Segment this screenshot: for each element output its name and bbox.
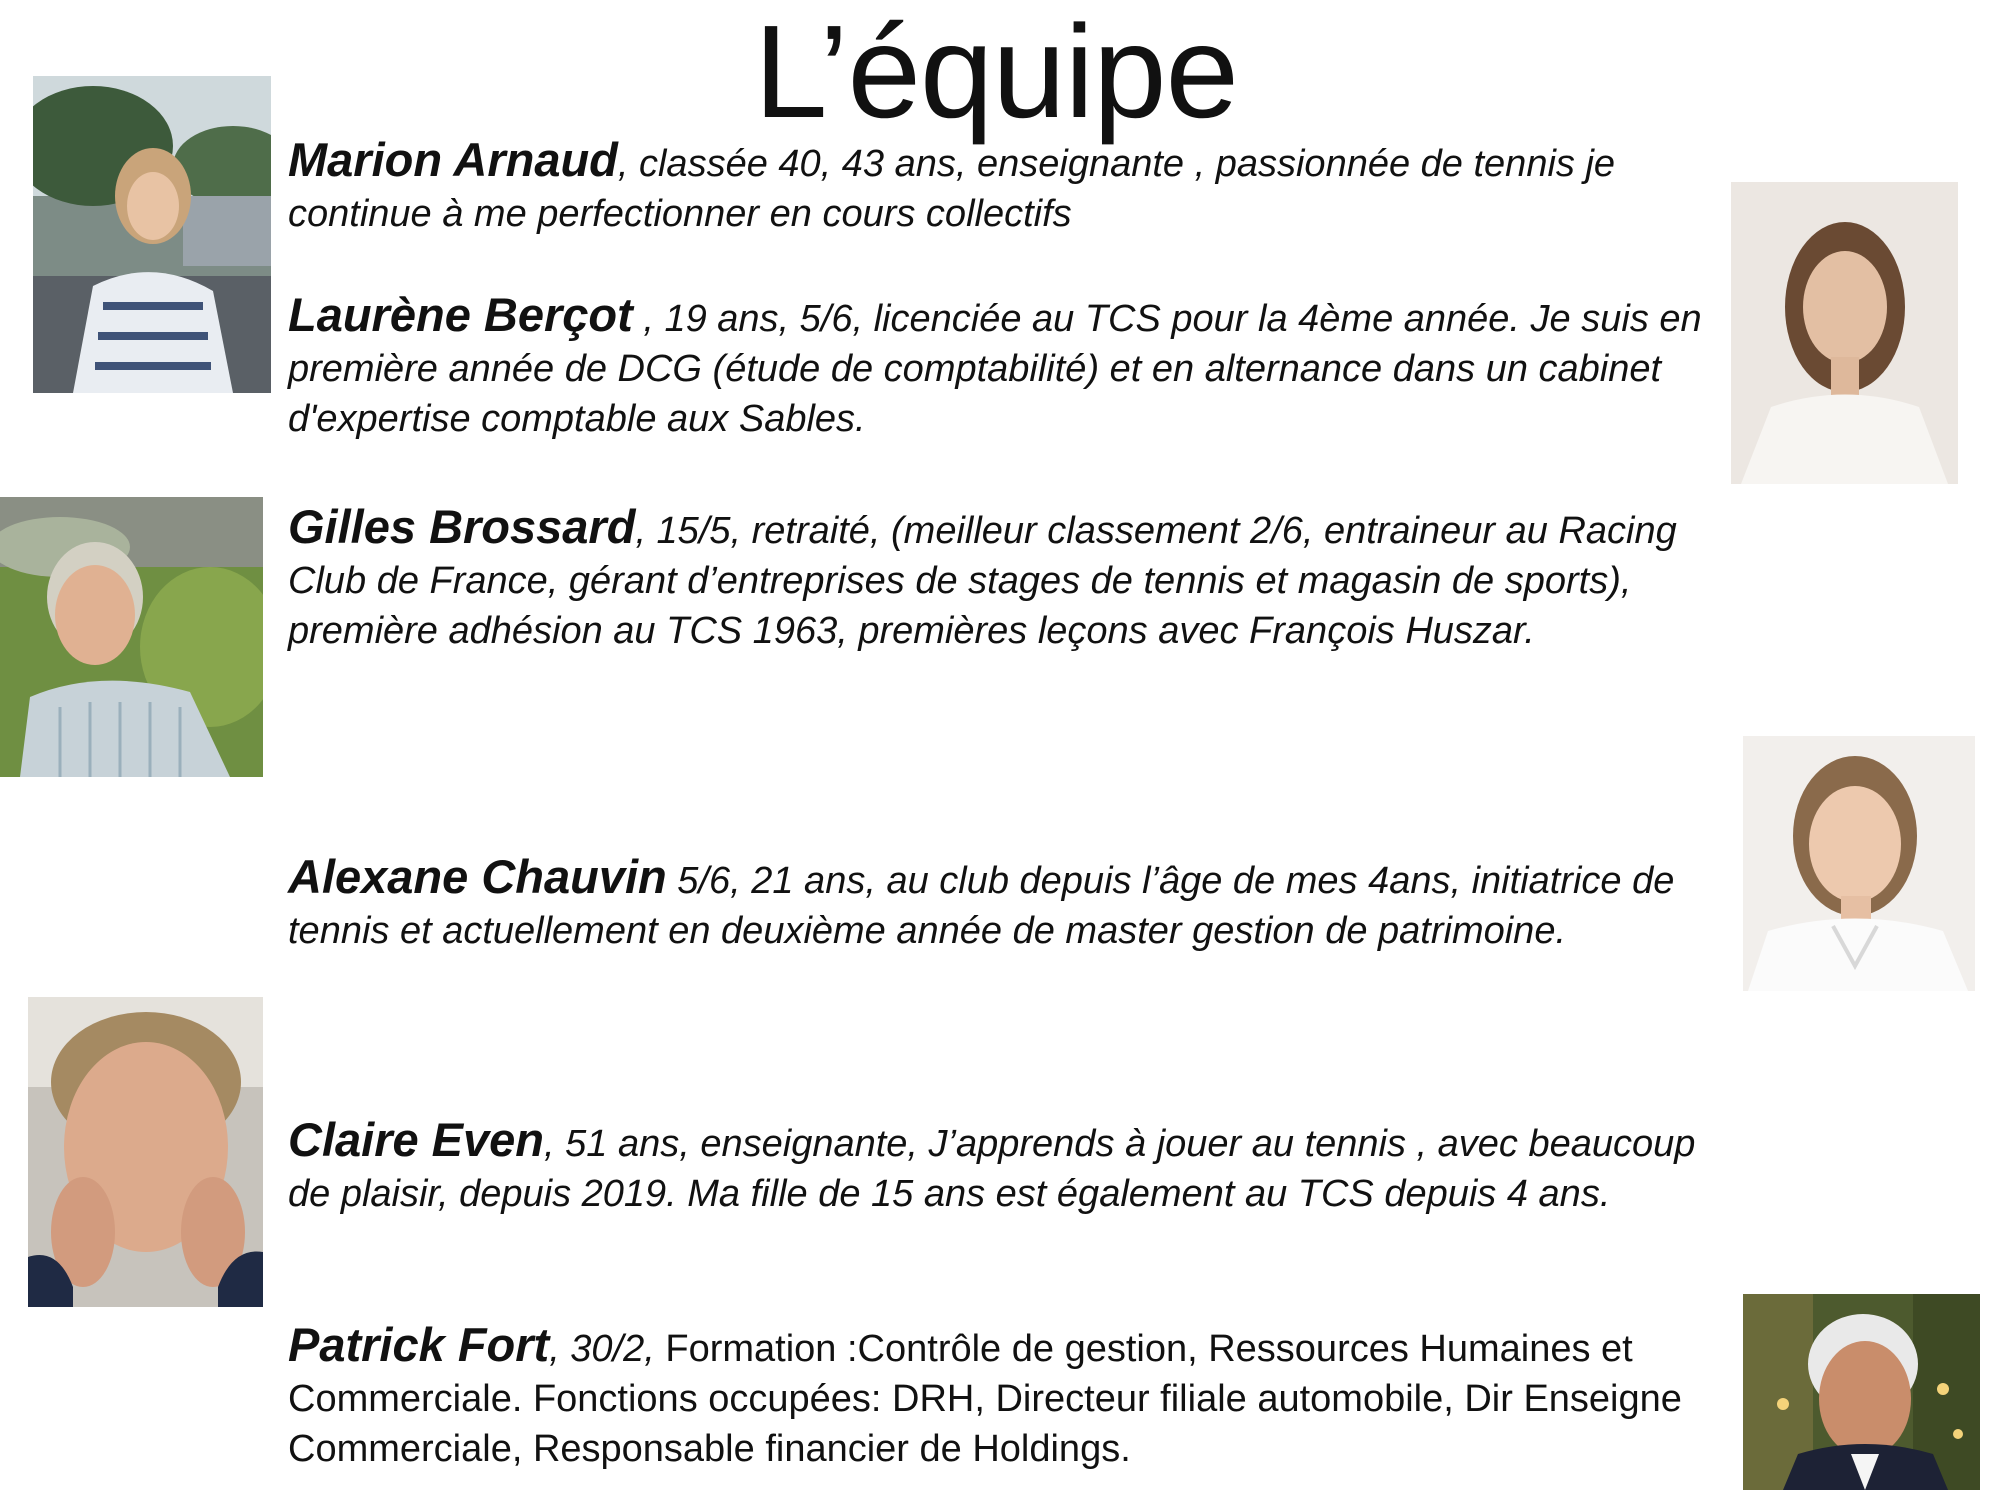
member-name: Gilles Brossard — [288, 500, 636, 553]
member-name: Claire Even — [288, 1113, 545, 1166]
member-description: , 19 ans, 5/6, licenciée au TCS pour la 4ème année. Je suis en première année de DCG (étude de comptabilité) et en alternance dans un cabinet d'expertise comptable aux Sables. — [288, 298, 1702, 440]
photo-claire-even — [28, 997, 263, 1307]
member-entry — [288, 852, 1728, 956]
member-entry — [288, 1320, 1728, 1474]
member-description: 5/6, 21 ans, au club depuis l’âge de mes 4ans, initiatrice de tennis et actuellement en deuxième année de master gestion de patrimoine. — [288, 860, 1675, 952]
member-entry — [288, 290, 1728, 444]
member-entry — [288, 135, 1728, 239]
member-role-ranking: , 30/2, — [549, 1328, 655, 1370]
photo-marion-arnaud — [33, 76, 271, 393]
photo-laurene-bercot — [1731, 182, 1958, 484]
member-name: Laurène Berçot — [288, 288, 633, 341]
photo-alexane-chauvin — [1743, 736, 1975, 991]
member-description: , 15/5, retraité, (meilleur classement 2/6, entraineur au Racing Club de France, gérant d’entreprises de stages de tennis et magasin de sports), première adhésion au TCS 1963, premières leçons avec François Huszar. — [288, 510, 1677, 652]
photo-gilles-brossard — [0, 497, 263, 777]
member-entry — [288, 1115, 1728, 1219]
member-name: Marion Arnaud — [288, 133, 618, 186]
photo-patrick-fort — [1743, 1294, 1980, 1490]
member-name: Alexane Chauvin — [288, 850, 667, 903]
member-name: Patrick Fort — [288, 1318, 550, 1371]
member-description: , 51 ans, enseignante, J’apprends à jouer au tennis , avec beaucoup de plaisir, depuis 2019. Ma fille de 15 ans est également au TCS depuis 4 ans. — [288, 1123, 1696, 1215]
member-description: , classée 40, 43 ans, enseignante , passionnée de tennis je continue à me perfectionner en cours collectifs — [288, 143, 1616, 235]
member-description: Formation :Contrôle de gestion, Ressources Humaines et Commerciale. Fonctions occupées: DRH, Directeur filiale automobile, Dir Enseigne Commerciale, Responsable financier de Holdings. — [288, 1328, 1682, 1470]
member-entry — [288, 502, 1728, 656]
page-title: L’équipe — [754, 0, 1238, 145]
